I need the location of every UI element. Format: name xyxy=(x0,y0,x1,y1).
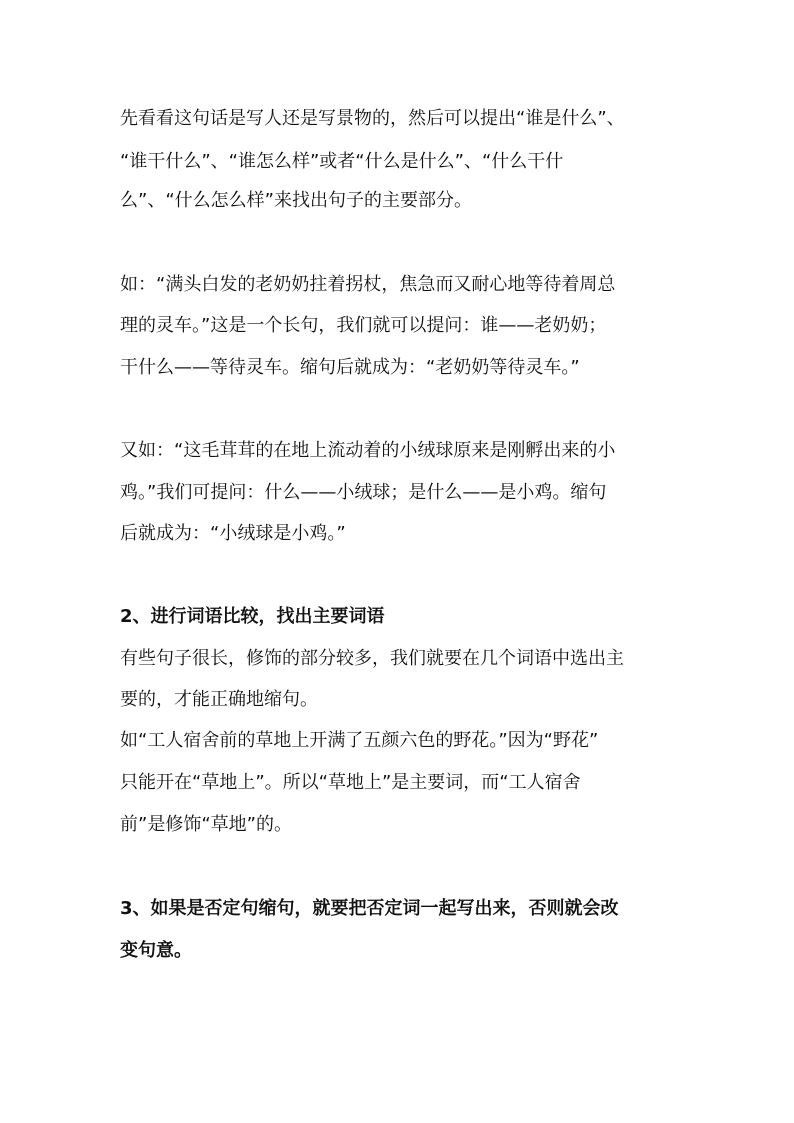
section-3-heading-line-1: 3、如果是否定句缩句，就要把否定词一起写出来，否则就会改 xyxy=(120,898,619,919)
section-3-heading-line-2: 变句意。 xyxy=(120,940,192,961)
section-2-line-5: 前”是修饰“草地”的。 xyxy=(120,814,292,835)
example-2-line-2: 鸡。”我们可提问：什么——小绒球；是什么——是小鸡。缩句 xyxy=(120,482,607,503)
example-1-line-1: 如：“满头白发的老奶奶拄着拐杖，焦急而又耐心地等待着周总 xyxy=(120,274,616,295)
section-2-line-2: 要的，才能正确地缩句。 xyxy=(120,689,318,710)
example-2-line-3: 后就成为：“小绒球是小鸡。” xyxy=(120,523,346,544)
paragraph-1-line-3: 么”、“什么怎么样”来找出句子的主要部分。 xyxy=(120,190,472,211)
paragraph-1-line-2: “谁干什么”、“谁怎么样”或者“什么是什么”、“什么干什 xyxy=(120,151,564,172)
section-2-heading: 2、进行词语比较，找出主要词语 xyxy=(120,606,385,627)
section-2-line-3: 如“工人宿舍前的草地上开满了五颜六色的野花。”因为“野花” xyxy=(120,730,599,751)
section-2-line-4: 只能开在“草地上”。所以“草地上”是主要词，而“工人宿舍 xyxy=(120,772,581,793)
paragraph-1-line-1: 先看看这句话是写人还是写景物的，然后可以提出“谁是什么”、 xyxy=(120,108,625,129)
example-1-line-3: 干什么——等待灵车。缩句后就成为：“老奶奶等待灵车。” xyxy=(120,357,580,378)
example-1-line-2: 理的灵车。”这是一个长句，我们就可以提问：谁——老奶奶； xyxy=(120,315,607,336)
example-2-line-1: 又如：“这毛茸茸的在地上流动着的小绒球原来是刚孵出来的小 xyxy=(120,440,616,461)
section-2-line-1: 有些句子很长，修饰的部分较多，我们就要在几个词语中选出主 xyxy=(120,648,624,669)
